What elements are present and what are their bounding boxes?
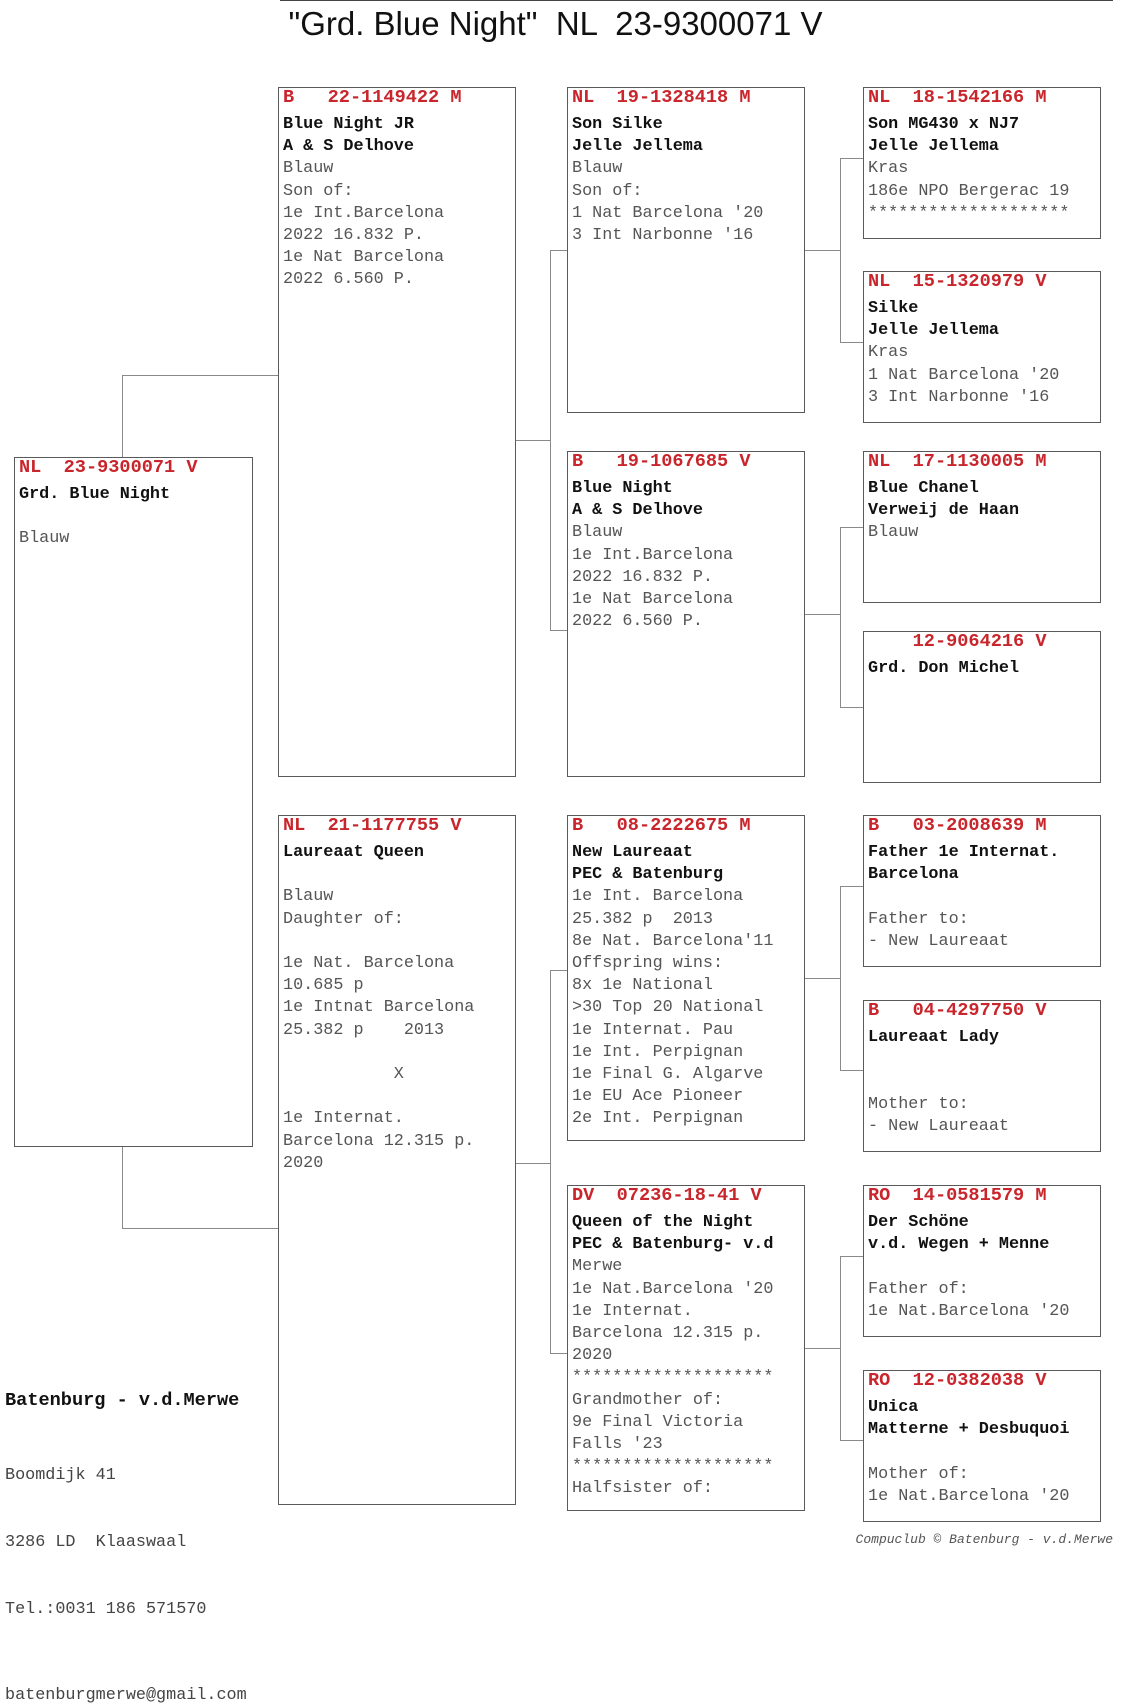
ring-header bbox=[868, 88, 1096, 108]
sex-code: V bbox=[1035, 631, 1047, 652]
detail-line: Father to: bbox=[868, 909, 969, 929]
pigeon-name-line: A & S Delhove bbox=[572, 501, 703, 521]
card-body bbox=[283, 842, 511, 1175]
ring-header bbox=[868, 1186, 1096, 1206]
pigeon-name-line: Blue Chanel bbox=[868, 479, 979, 498]
detail-line: 1e Int. Perpignan bbox=[572, 1042, 744, 1062]
detail-line: 3 Int Narbonne '16 bbox=[868, 387, 1050, 407]
detail-line: 1 Nat Barcelona '20 bbox=[572, 203, 764, 223]
pigeon-name-line: Blue Night bbox=[572, 479, 673, 498]
pigeon-name-line: Grd. Don Michel bbox=[868, 659, 1020, 678]
card-body bbox=[868, 658, 1096, 680]
ring-number: 23-9300071 bbox=[63, 457, 176, 478]
ring-number: 21-1177755 bbox=[327, 815, 440, 836]
sex-code: M bbox=[1035, 451, 1047, 472]
detail-line bbox=[19, 506, 248, 528]
ring-header bbox=[283, 88, 511, 108]
detail-line: 9e Final Victoria bbox=[572, 1412, 744, 1432]
detail-line bbox=[868, 1049, 1096, 1071]
ring-country-code: B bbox=[572, 451, 584, 472]
sex-code: M bbox=[450, 87, 462, 108]
breeder-name: Batenburg - v.d.Merwe bbox=[5, 1390, 240, 1411]
pedigree-card-maternal-grandsire bbox=[567, 815, 805, 1141]
sex-code: M bbox=[1035, 815, 1047, 836]
ring-header bbox=[283, 816, 511, 836]
ring-country-code: NL bbox=[868, 87, 891, 108]
pigeon-name-line: Queen of the Night bbox=[572, 1213, 754, 1232]
pigeon-name-line: Barcelona bbox=[868, 865, 959, 885]
detail-line: Halfsister of: bbox=[572, 1479, 713, 1499]
ring-country-code: NL bbox=[19, 457, 42, 478]
ring-number: 07236-18-41 bbox=[616, 1185, 740, 1206]
pedigree-card-great-grandparent bbox=[863, 631, 1101, 783]
detail-line: Merwe bbox=[572, 1257, 623, 1277]
detail-line: Son of: bbox=[283, 181, 354, 201]
detail-line: 1e Int.Barcelona bbox=[283, 203, 445, 223]
detail-line bbox=[868, 1071, 1096, 1093]
card-body bbox=[572, 478, 800, 633]
pigeon-name-line: Son Silke bbox=[572, 115, 663, 134]
card-body bbox=[868, 1212, 1096, 1323]
detail-line: Kras bbox=[868, 159, 909, 179]
ring-header bbox=[19, 458, 248, 478]
detail-line: 186e NPO Bergerac 19 bbox=[868, 181, 1070, 201]
detail-line: ******************** bbox=[572, 1368, 774, 1388]
card-body bbox=[283, 114, 511, 292]
detail-line: 1 Nat Barcelona '20 bbox=[868, 365, 1060, 385]
pigeon-name-line: Jelle Jellema bbox=[572, 137, 703, 157]
detail-line: 3 Int Narbonne '16 bbox=[572, 226, 754, 246]
pigeon-name-line: v.d. Wegen + Menne bbox=[868, 1235, 1050, 1255]
sex-code: V bbox=[1035, 1000, 1047, 1021]
detail-line: 2e Int. Perpignan bbox=[572, 1109, 744, 1129]
detail-line: Daughter of: bbox=[283, 909, 404, 929]
pedigree-card-great-grandparent bbox=[863, 815, 1101, 967]
detail-line: 1e Int. Barcelona bbox=[572, 887, 744, 907]
pedigree-card-paternal-grandsire bbox=[567, 87, 805, 413]
detail-line bbox=[283, 1042, 511, 1064]
breeder-email: batenburgmerwe@gmail.com bbox=[5, 1686, 247, 1706]
detail-line: ******************** bbox=[572, 1457, 774, 1477]
ring-number: 17-1130005 bbox=[912, 451, 1025, 472]
sex-code: V bbox=[739, 451, 751, 472]
detail-line: 1e Intnat Barcelona bbox=[283, 998, 475, 1018]
ring-number: 15-1320979 bbox=[912, 271, 1025, 292]
connector-dam-sire-fork bbox=[841, 887, 864, 1071]
sex-code: V bbox=[1035, 1370, 1047, 1391]
detail-line: 1e Nat. Barcelona bbox=[283, 953, 455, 973]
pedigree-card-great-grandparent bbox=[863, 87, 1101, 239]
detail-line: - New Laureaat bbox=[868, 931, 1009, 951]
detail-line: 25.382 p 2013 bbox=[572, 909, 713, 929]
detail-line: Mother of: bbox=[868, 1464, 969, 1484]
sex-code: V bbox=[750, 1185, 762, 1206]
connector-sire-dam-fork bbox=[841, 528, 864, 708]
detail-line: 10.685 p bbox=[283, 976, 364, 996]
detail-line: 1e Internat. bbox=[283, 1109, 404, 1129]
ring-number: 04-4297750 bbox=[912, 1000, 1025, 1021]
card-body bbox=[572, 842, 800, 1131]
detail-line: Offspring wins: bbox=[572, 954, 724, 974]
detail-line: 8e Nat. Barcelona'11 bbox=[572, 931, 774, 951]
ring-country-code: NL bbox=[868, 271, 891, 292]
pigeon-name-line: Unica bbox=[868, 1398, 919, 1417]
detail-line: Blauw bbox=[283, 159, 334, 179]
detail-line: - New Laureaat bbox=[868, 1116, 1009, 1136]
breeder-contact bbox=[5, 1390, 275, 1707]
ring-header bbox=[868, 272, 1096, 292]
detail-line: Father of: bbox=[868, 1279, 969, 1299]
detail-line: 1e Int.Barcelona bbox=[572, 545, 734, 565]
card-body bbox=[868, 1397, 1096, 1508]
detail-line: 1e Internat. Pau bbox=[572, 1020, 734, 1040]
pigeon-name-line: PEC & Batenburg bbox=[572, 865, 724, 885]
ring-number: 03-2008639 bbox=[912, 815, 1025, 836]
ring-country-code: NL bbox=[868, 451, 891, 472]
card-body bbox=[19, 484, 248, 551]
pigeon-name-line: Laureaat Lady bbox=[868, 1028, 999, 1047]
address-line: Boomdijk 41 bbox=[5, 1466, 116, 1486]
ring-header bbox=[868, 1371, 1096, 1391]
detail-line bbox=[283, 931, 511, 953]
pigeon-name-line: Silke bbox=[868, 299, 919, 318]
pigeon-name-line: PEC & Batenburg- v.d bbox=[572, 1235, 774, 1255]
ring-number: 12-9064216 bbox=[912, 631, 1025, 652]
card-body bbox=[868, 298, 1096, 409]
detail-line: Kras bbox=[868, 343, 909, 363]
ring-number: 19-1067685 bbox=[616, 451, 729, 472]
ring-header bbox=[868, 816, 1096, 836]
detail-line: ******************** bbox=[868, 203, 1070, 223]
pedigree-card-maternal-granddam bbox=[567, 1185, 805, 1511]
ring-country-code: RO bbox=[868, 1185, 891, 1206]
ring-country-code: B bbox=[868, 815, 880, 836]
ring-country-code: DV bbox=[572, 1185, 595, 1206]
detail-line: Grandmother of: bbox=[572, 1390, 724, 1410]
detail-line bbox=[868, 886, 1096, 908]
footer-credit: Compuclub © Batenburg - v.d.Merwe bbox=[855, 1532, 1113, 1547]
detail-line: Blauw bbox=[572, 159, 623, 179]
card-body bbox=[572, 114, 800, 247]
detail-line: 2022 16.832 P. bbox=[283, 226, 424, 246]
pedigree-card-great-grandparent bbox=[863, 1370, 1101, 1522]
detail-line: X bbox=[283, 1064, 404, 1084]
detail-line: 2020 bbox=[283, 1153, 324, 1173]
connector-dam-dam-fork bbox=[841, 1257, 864, 1441]
address-line: 3286 LD Klaaswaal bbox=[5, 1533, 187, 1553]
pedigree-card-great-grandparent bbox=[863, 451, 1101, 603]
sex-code: M bbox=[1035, 87, 1047, 108]
card-body bbox=[868, 478, 1096, 545]
card-body bbox=[572, 1212, 800, 1501]
ring-country-code: B bbox=[868, 1000, 880, 1021]
detail-line: Son of: bbox=[572, 181, 643, 201]
detail-line: 1e Internat. bbox=[572, 1301, 693, 1321]
detail-line: 1e Nat.Barcelona '20 bbox=[572, 1279, 774, 1299]
ring-number: 14-0581579 bbox=[912, 1185, 1025, 1206]
connector-sire-fork bbox=[551, 251, 568, 631]
pigeon-name-line: Son MG430 x NJ7 bbox=[868, 115, 1020, 134]
pigeon-name-line: Verweij de Haan bbox=[868, 501, 1020, 521]
pedigree-card-great-grandparent bbox=[863, 1000, 1101, 1152]
detail-line bbox=[283, 1086, 511, 1108]
pigeon-name-line: New Laureaat bbox=[572, 843, 693, 862]
detail-line: 2022 6.560 P. bbox=[572, 612, 703, 632]
detail-line: Blauw bbox=[283, 887, 334, 907]
connector-dam-fork bbox=[551, 971, 568, 1354]
ring-header bbox=[572, 1186, 800, 1206]
detail-line bbox=[868, 1441, 1096, 1463]
ring-number: 08-2222675 bbox=[616, 815, 729, 836]
pigeon-name-line: Laureaat Queen bbox=[283, 843, 424, 862]
detail-line: 1e Nat.Barcelona '20 bbox=[868, 1301, 1070, 1321]
pigeon-name-line: Matterne + Desbuquoi bbox=[868, 1420, 1070, 1440]
detail-line: 1e Nat.Barcelona '20 bbox=[868, 1486, 1070, 1506]
detail-line: Falls '23 bbox=[572, 1435, 663, 1455]
sex-code: V bbox=[186, 457, 198, 478]
detail-line: 1e Nat Barcelona bbox=[283, 248, 445, 268]
detail-line: Mother to: bbox=[868, 1094, 969, 1114]
ring-country-code: B bbox=[283, 87, 295, 108]
pedigree-card-great-grandparent bbox=[863, 271, 1101, 423]
ring-header bbox=[868, 632, 1096, 652]
ring-number: 22-1149422 bbox=[327, 87, 440, 108]
connector-subject-to-dam bbox=[123, 1147, 279, 1229]
ring-header bbox=[868, 1001, 1096, 1021]
detail-line: Blauw bbox=[19, 529, 70, 549]
pedigree-card-great-grandparent bbox=[863, 1185, 1101, 1337]
detail-line: 2022 16.832 P. bbox=[572, 567, 713, 587]
detail-line: 1e Nat Barcelona bbox=[572, 590, 734, 610]
sex-code: M bbox=[1035, 1185, 1047, 1206]
sex-code: V bbox=[450, 815, 462, 836]
pigeon-name-line: Blue Night JR bbox=[283, 115, 414, 134]
phone-line: Tel.:0031 186 571570 bbox=[5, 1599, 207, 1619]
ring-country-code: RO bbox=[868, 1370, 891, 1391]
pigeon-name-line: A & S Delhove bbox=[283, 137, 414, 157]
ring-header bbox=[868, 452, 1096, 472]
connector-sire-sire-fork bbox=[841, 159, 864, 343]
breeder-address bbox=[5, 1421, 275, 1665]
card-body bbox=[868, 1027, 1096, 1138]
ring-number: 18-1542166 bbox=[912, 87, 1025, 108]
detail-line: 2022 6.560 P. bbox=[283, 270, 414, 290]
connector-subject-to-sire bbox=[123, 376, 279, 458]
detail-line: Barcelona 12.315 p. bbox=[283, 1131, 475, 1151]
detail-line: Barcelona 12.315 p. bbox=[572, 1324, 764, 1344]
ring-header bbox=[572, 816, 800, 836]
pedigree-card-paternal-granddam bbox=[567, 451, 805, 777]
detail-line bbox=[868, 1256, 1096, 1278]
sex-code: M bbox=[739, 815, 751, 836]
detail-line: >30 Top 20 National bbox=[572, 998, 764, 1018]
pigeon-name-line: Jelle Jellema bbox=[868, 137, 999, 157]
card-body bbox=[868, 114, 1096, 225]
pedigree-card-subject bbox=[14, 457, 253, 1147]
pigeon-name-line: Grd. Blue Night bbox=[19, 485, 171, 504]
ring-number: 19-1328418 bbox=[616, 87, 729, 108]
detail-line: Blauw bbox=[572, 523, 623, 543]
ring-number: 12-0382038 bbox=[912, 1370, 1025, 1391]
ring-country-code: NL bbox=[283, 815, 306, 836]
ring-header bbox=[572, 452, 800, 472]
detail-line: 8x 1e National bbox=[572, 976, 713, 996]
detail-line: 2020 bbox=[572, 1346, 613, 1366]
sex-code: V bbox=[1035, 271, 1047, 292]
detail-line: 25.382 p 2013 bbox=[283, 1020, 445, 1040]
detail-line: Blauw bbox=[868, 523, 919, 543]
detail-line bbox=[283, 864, 511, 886]
sex-code: M bbox=[739, 87, 751, 108]
pigeon-name-line: Der Schöne bbox=[868, 1213, 969, 1232]
card-body bbox=[868, 842, 1096, 953]
detail-line: 1e Final G. Algarve bbox=[572, 1065, 764, 1085]
pedigree-card-dam bbox=[278, 815, 516, 1505]
ring-header bbox=[572, 88, 800, 108]
ring-country-code: NL bbox=[572, 87, 595, 108]
pigeon-name-line: Jelle Jellema bbox=[868, 321, 999, 341]
pigeon-name-line: Father 1e Internat. bbox=[868, 843, 1060, 862]
ring-country-code: B bbox=[572, 815, 584, 836]
detail-line: 1e EU Ace Pioneer bbox=[572, 1087, 744, 1107]
page-title: "Grd. Blue Night" NL 23-9300071 V bbox=[288, 5, 823, 42]
pedigree-card-sire bbox=[278, 87, 516, 777]
